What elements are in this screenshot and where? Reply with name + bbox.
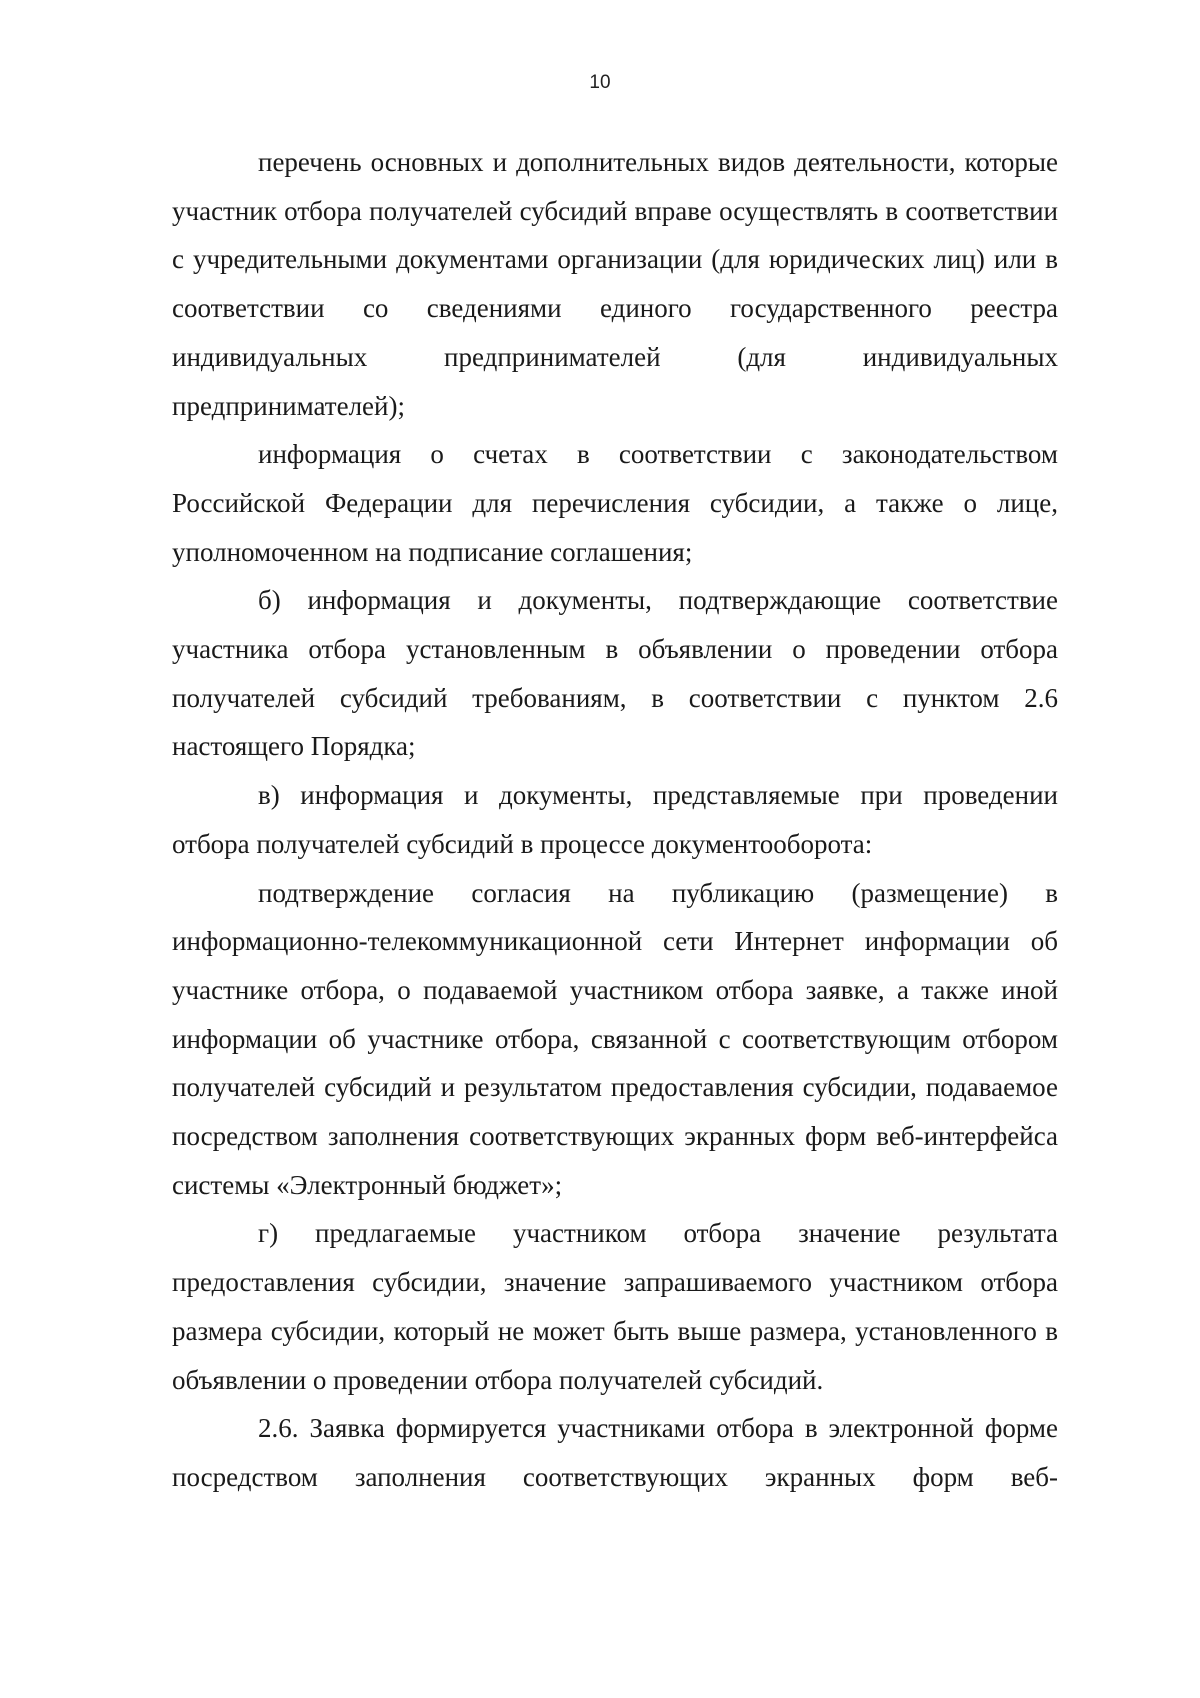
paragraph-item-v: в) информация и документы, представляемые при проведении отбора получателей субсидий в процессе документооборота: bbox=[172, 780, 1058, 859]
paragraph-item-b: б) информация и документы, подтверждающие соответствие участника отбора установленным в объявлении о проведении отбора получателей субсидий требованиям, в соответствии с пунктом 2.6 настоящего Порядка; bbox=[172, 585, 1058, 762]
document-body bbox=[172, 138, 1058, 1502]
paragraph-section-2-6: 2.6. Заявка формируется участниками отбора в электронной форме посредством заполнения соответствующих экранных форм веб- bbox=[172, 1413, 1058, 1492]
paragraph-accounts-info: информация о счетах в соответствии с законодательством Российской Федерации для перечисления субсидии, а также о лице, уполномоченном на подписание соглашения; bbox=[172, 439, 1058, 567]
page-number: 10 bbox=[589, 72, 611, 93]
paragraph-activities-list: перечень основных и дополнительных видов деятельности, которые участник отбора получателей субсидий вправе осуществлять в соответствии с учредительными документами организации (для юридических лиц) или в соответствии со сведениями единого государственного реестра индивидуальных предпринимателей (для индивидуальных предпринимателей); bbox=[172, 147, 1058, 421]
paragraph-publication-consent: подтверждение согласия на публикацию (размещение) в информационно-телекоммуникационной сети Интернет информации об участнике отбора, о подаваемой участником отбора заявке, а также иной информации об участнике отбора, связанной с соответствующим отбором получателей субсидий и результатом предоставления субсидии, подаваемое посредством заполнения соответствующих экранных форм веб-интерфейса системы «Электронный бюджет»; bbox=[172, 877, 1058, 1200]
paragraph-item-g: г) предлагаемые участником отбора значение результата предоставления субсидии, значение запрашиваемого участником отбора размера субсидии, который не может быть выше размера, установленного в объявлении о проведении отбора получателей субсидий. bbox=[172, 1218, 1058, 1395]
